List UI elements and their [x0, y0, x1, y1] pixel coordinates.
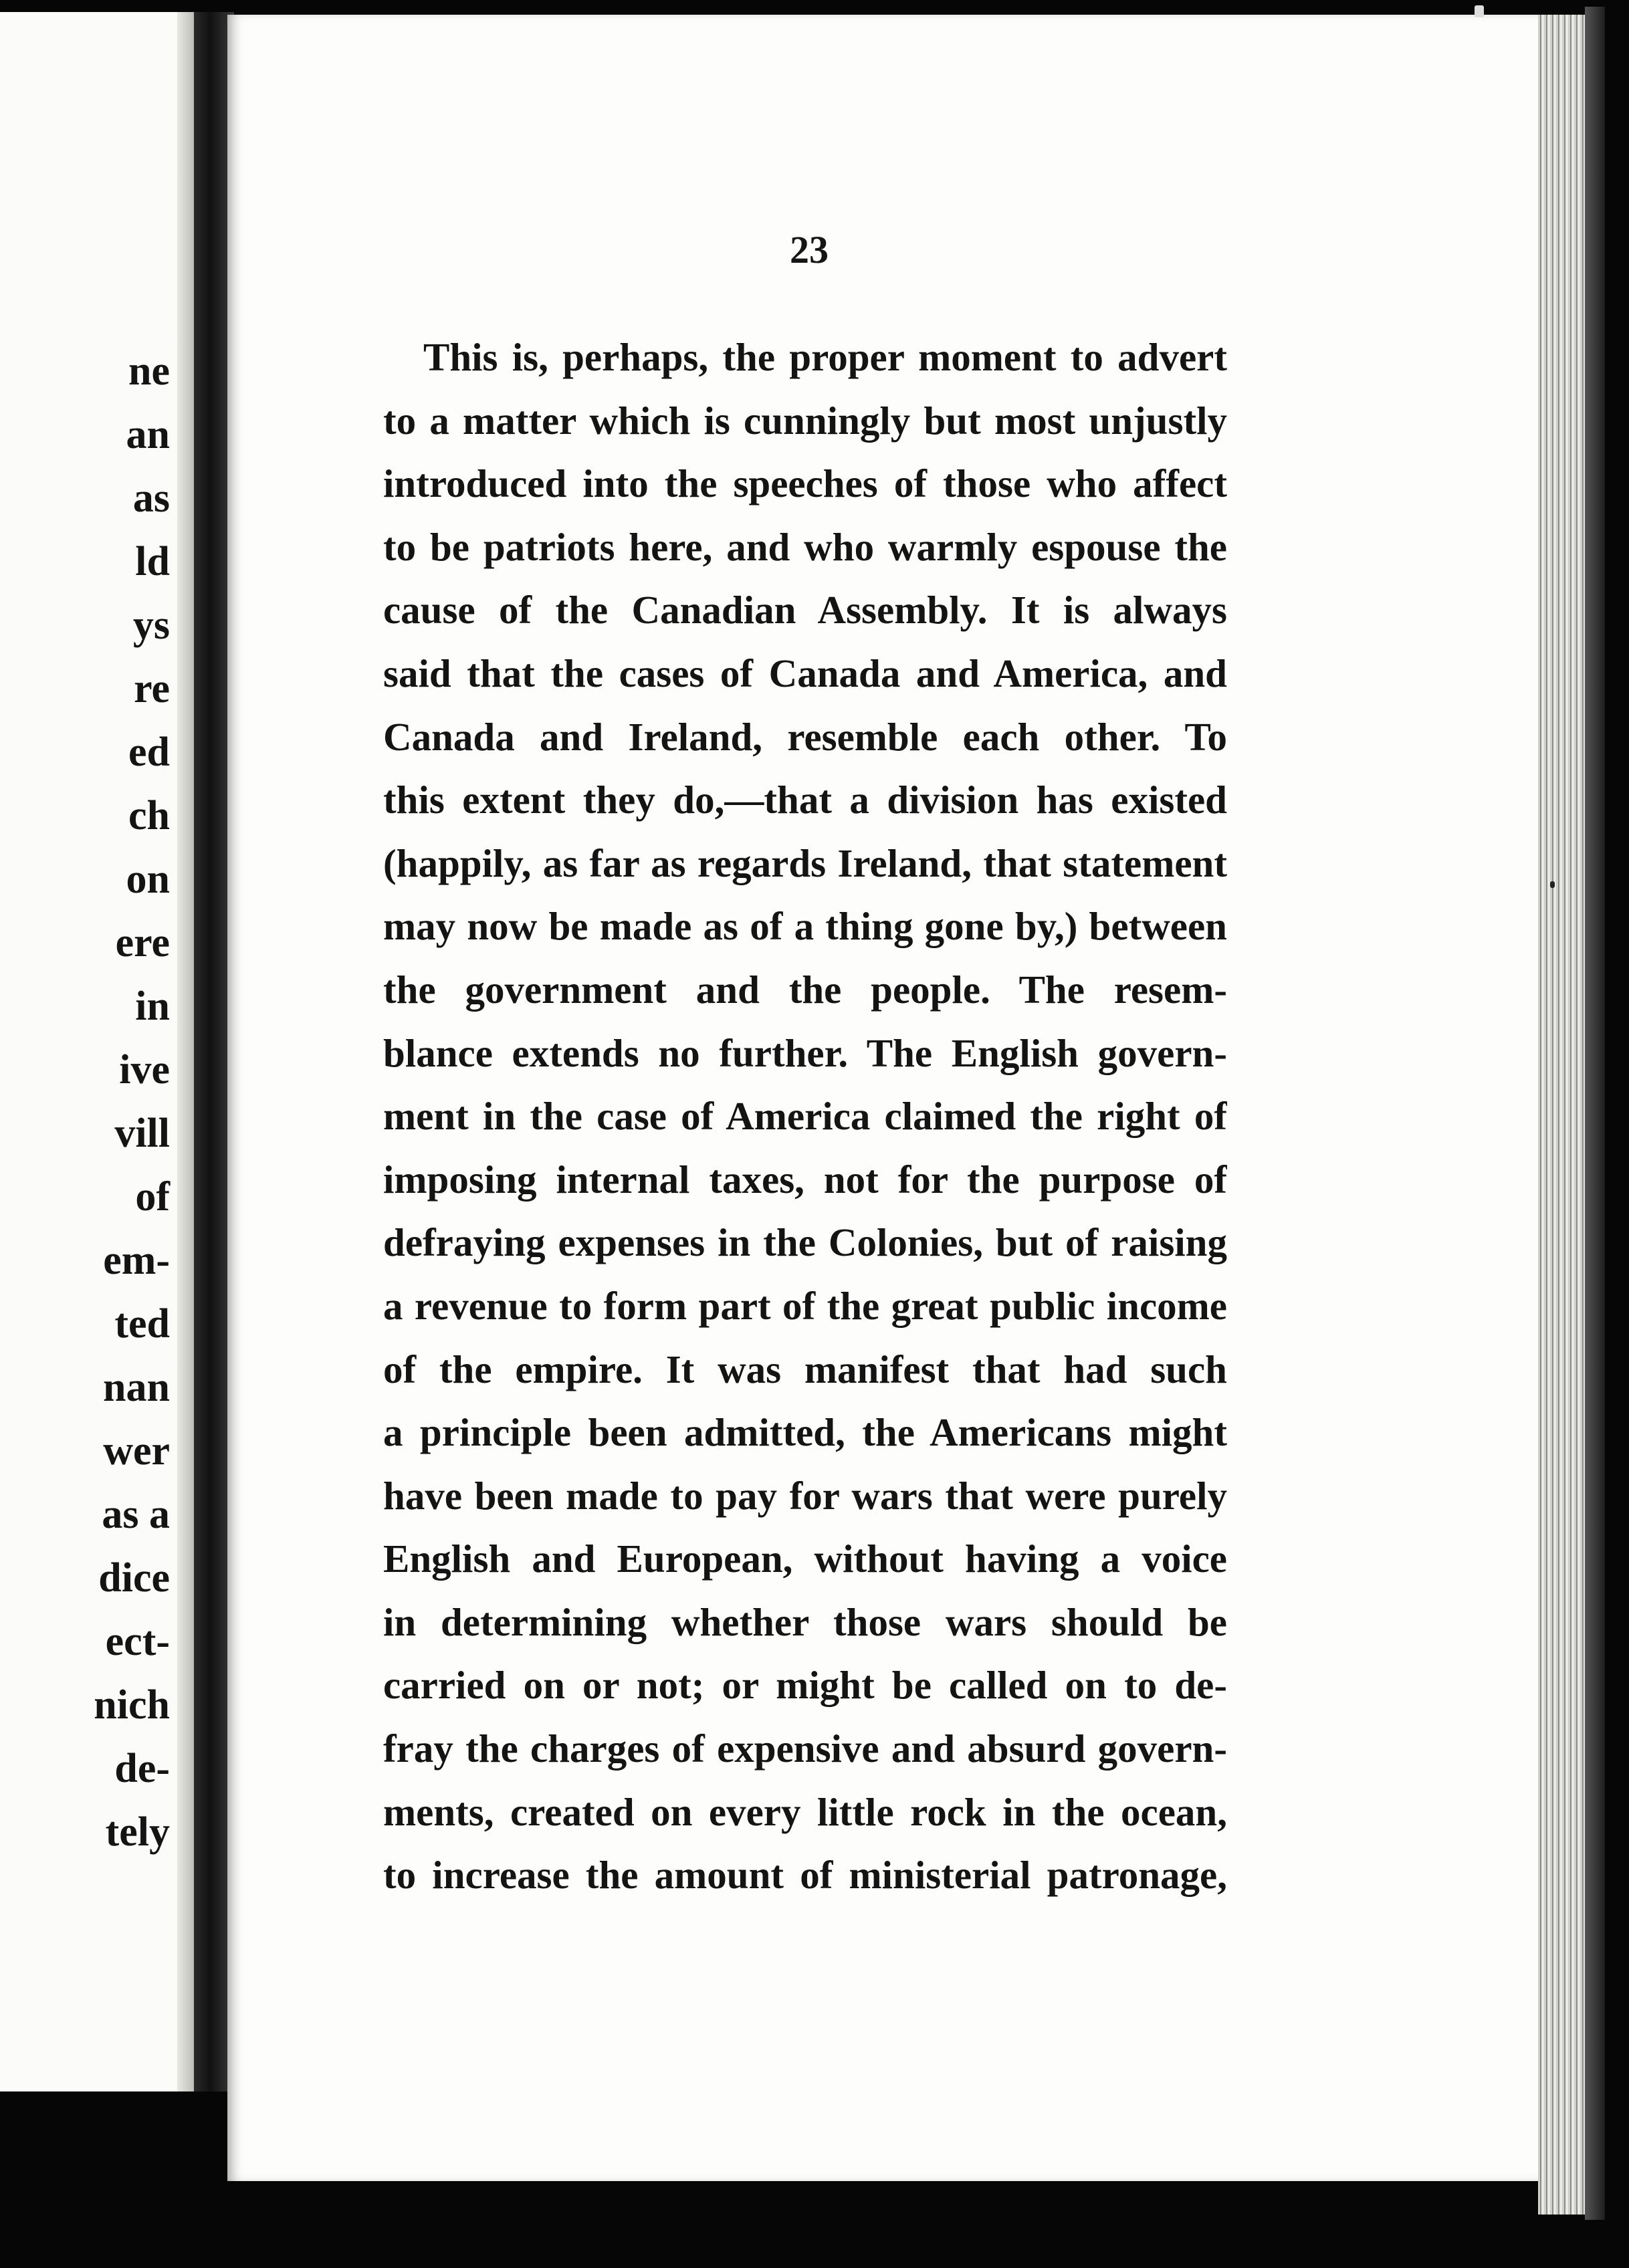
text-line: imposing internal taxes, not for the purpose of: [383, 1157, 1227, 1202]
text-line: a principle been admitted, the Americans might: [383, 1410, 1227, 1455]
facing-page-line-fragment: ld: [135, 539, 170, 584]
text-line: a revenue to form part of the great public income: [383, 1283, 1227, 1328]
facing-page-line-fragment: on: [126, 857, 170, 902]
text-line: ments, created on every little rock in the ocean,: [383, 1789, 1227, 1834]
text-line: may now be made as of a thing gone by,) between: [383, 904, 1227, 949]
scan-speck: [1475, 5, 1484, 17]
facing-page-line-fragment: ect-: [105, 1619, 170, 1664]
facing-page-line-fragment: ere: [115, 920, 170, 966]
text-line: of the empire. It was manifest that had such: [383, 1347, 1227, 1391]
facing-page-line-fragment: vill: [114, 1111, 170, 1156]
facing-page-text-fragments: [94, 340, 170, 1864]
facing-page-line-fragment: as a: [102, 1492, 170, 1537]
text-line: to a matter which is cunningly but most unjustly: [383, 398, 1227, 443]
scan-speck: [1550, 881, 1555, 888]
facing-page-line-fragment: ne: [128, 348, 170, 394]
facing-page-line-fragment: de-: [114, 1746, 170, 1791]
text-line: This is, perhaps, the proper moment to advert: [423, 335, 1227, 379]
text-line: (happily, as far as regards Ireland, that statement: [383, 840, 1227, 885]
facing-page-line-fragment: tely: [105, 1809, 170, 1855]
facing-page-line-fragment: an: [126, 412, 170, 457]
facing-page-line-fragment: as: [132, 475, 170, 521]
facing-page-line-fragment: in: [135, 984, 170, 1029]
facing-page-line-fragment: ys: [132, 602, 170, 648]
text-line: this extent they do,—that a division has existed: [383, 778, 1227, 822]
text-line: defraying expenses in the Colonies, but of raising: [383, 1220, 1227, 1265]
page-number: 23: [790, 228, 829, 271]
facing-page-line-fragment: wer: [103, 1428, 170, 1474]
text-line: fray the charges of expensive and absurd govern-: [383, 1726, 1227, 1771]
facing-page-line-fragment: of: [135, 1174, 170, 1220]
text-line: in determining whether those wars should be: [383, 1599, 1227, 1644]
facing-page-line-fragment: nan: [103, 1365, 170, 1410]
text-line: cause of the Canadian Assembly. It is always: [383, 588, 1227, 633]
facing-page-line-fragment: ch: [128, 793, 170, 838]
body-text: [383, 326, 1227, 1907]
text-line: said that the cases of Canada and America, and: [383, 651, 1227, 695]
text-line: carried on or not; or might be called on to de-: [383, 1663, 1227, 1708]
facing-page-line-fragment: ted: [114, 1301, 170, 1347]
facing-page-line-fragment: ed: [128, 729, 170, 775]
facing-page-left: [0, 12, 194, 2091]
facing-page-line-fragment: nich: [94, 1682, 170, 1728]
text-line: to increase the amount of ministerial patronage,: [383, 1853, 1227, 1898]
page-edges: [1538, 15, 1585, 2215]
cover-edge: [1585, 7, 1605, 2220]
text-line: Canada and Ireland, resemble each other. To: [383, 714, 1227, 759]
facing-page-line-fragment: dice: [98, 1555, 170, 1601]
text-line: have been made to pay for wars that were purely: [383, 1473, 1227, 1518]
text-line: the government and the people. The resem-: [383, 967, 1227, 1012]
text-line: introduced into the speeches of those who affect: [383, 461, 1227, 506]
text-line: ment in the case of America claimed the right of: [383, 1094, 1227, 1139]
text-line: blance extends no further. The English govern-: [383, 1030, 1227, 1075]
facing-page-line-fragment: ive: [119, 1047, 170, 1093]
facing-page-line-fragment: re: [134, 666, 170, 711]
text-line: to be patriots here, and who warmly espouse the: [383, 524, 1227, 569]
facing-page-line-fragment: em-: [103, 1238, 170, 1283]
gutter-shadow: [177, 12, 194, 2091]
text-line: English and European, without having a voice: [383, 1537, 1227, 1581]
